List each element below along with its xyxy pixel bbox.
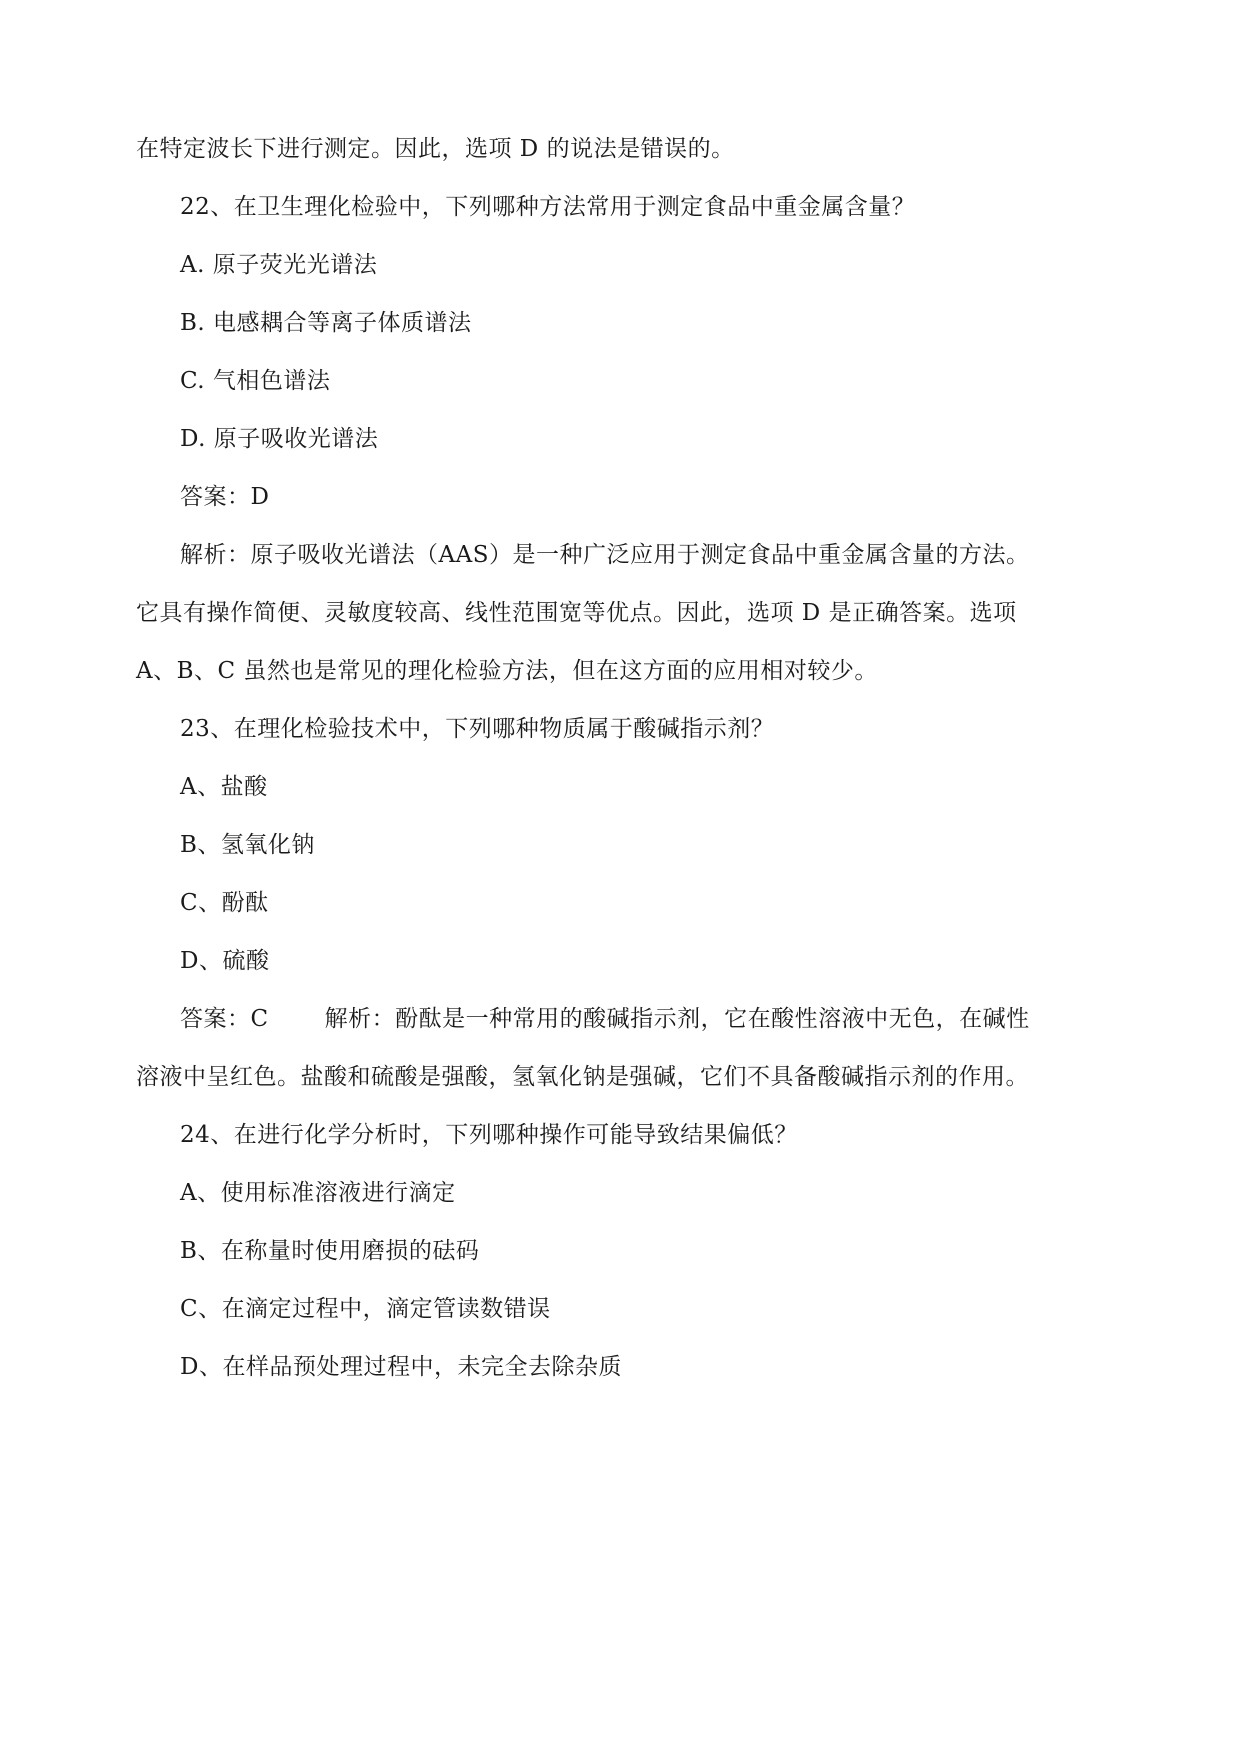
q22-analysis-line-1: 解析：原子吸收光谱法（AAS）是一种广泛应用于测定食品中重金属含量的方法。	[180, 542, 1030, 568]
question-24: 24、在进行化学分析时，下列哪种操作可能导致结果偏低？	[180, 1122, 798, 1148]
q24-option-d: D、在样品预处理过程中，未完全去除杂质	[180, 1354, 622, 1380]
q24-option-c: C、在滴定过程中，滴定管读数错误	[180, 1296, 551, 1322]
q22-option-b: B. 电感耦合等离子体质谱法	[180, 310, 472, 336]
q22-analysis-line-2: 它具有操作简便、灵敏度较高、线性范围宽等优点。因此，选项 D 是正确答案。选项	[136, 600, 1017, 626]
q22-option-c: C. 气相色谱法	[180, 368, 331, 394]
intro-text: 在特定波长下进行测定。因此，选项 D 的说法是错误的。	[136, 136, 735, 162]
question-23: 23、在理化检验技术中，下列哪种物质属于酸碱指示剂？	[180, 716, 775, 742]
q23-option-a: A、盐酸	[180, 774, 268, 800]
q23-analysis-line-1: 解析：酚酞是一种常用的酸碱指示剂，它在酸性溶液中无色，在碱性	[324, 1006, 1030, 1032]
q23-answer: 答案：C	[180, 1006, 269, 1032]
q22-option-d: D. 原子吸收光谱法	[180, 426, 379, 452]
q23-analysis-line-2: 溶液中呈红色。盐酸和硫酸是强酸，氢氧化钠是强碱，它们不具备酸碱指示剂的作用。	[136, 1064, 1029, 1090]
q23-answer-analysis-line-1	[180, 1004, 1030, 1034]
q22-option-a: A. 原子荧光光谱法	[180, 252, 378, 278]
question-22: 22、在卫生理化检验中，下列哪种方法常用于测定食品中重金属含量？	[180, 194, 916, 220]
q24-option-a: A、使用标准溶液进行滴定	[180, 1180, 456, 1206]
q23-option-d: D、硫酸	[180, 948, 270, 974]
q23-option-b: B、氢氧化钠	[180, 832, 315, 858]
q22-answer: 答案：D	[180, 484, 270, 510]
q22-analysis-line-3: A、B、C 虽然也是常见的理化检验方法，但在这方面的应用相对较少。	[136, 658, 878, 684]
q23-option-c: C、酚酞	[180, 890, 269, 916]
q24-option-b: B、在称量时使用磨损的砝码	[180, 1238, 480, 1264]
